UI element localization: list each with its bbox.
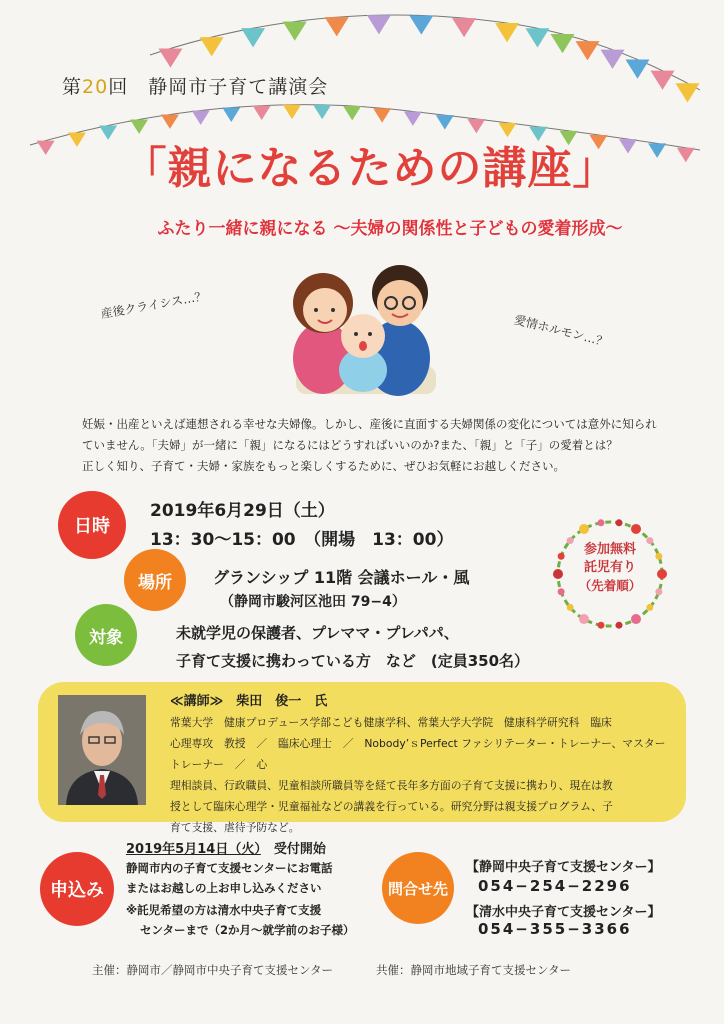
target-audience-line: 子育て支援に携わっている方 など (定員350名）: [176, 652, 530, 670]
family-illustration: [278, 258, 448, 398]
speech-bubble-right: 愛情ホルモン…？: [512, 312, 610, 350]
bunting-flag: [222, 108, 240, 122]
wreath-flower: [631, 614, 641, 624]
speech-bubble-left: 産後クライシス…？: [99, 288, 208, 322]
lecturer-bio: [170, 712, 670, 838]
bunting-flag: [676, 83, 700, 102]
bunting-flag: [253, 106, 271, 120]
page-subtitle: ふたり一緒に親になる ～夫婦の関係性と子どもの愛着形成～: [157, 219, 623, 239]
bunting-flag: [677, 148, 695, 162]
intro-text: [82, 414, 682, 477]
bunting-flag: [495, 23, 519, 42]
intro-line: 妊娠・出産といえば連想される幸せな夫婦像。しかし、産後に直面する夫婦関係の変化については意外に知られ: [82, 417, 657, 431]
event-address: （静岡市駿河区池田 79−4）: [220, 594, 406, 610]
bunting-flag: [367, 15, 391, 34]
badge-childcare: 託児有り: [583, 560, 636, 575]
bunting-flag: [200, 37, 224, 56]
free-badge-text: [548, 541, 672, 595]
contact-center-name: 【静岡中央子育て支援センター】: [466, 860, 661, 875]
bunting-flag: [626, 59, 650, 78]
target-audience-line: 未就学児の保護者、プレママ・プレパパ、: [176, 624, 459, 642]
application-info: 静岡市内の子育て支援センターにお電話: [126, 861, 333, 875]
childcare-note: センターまで（2か月～就学前のお子様）: [140, 923, 355, 937]
contact-phone: 054−355−3366: [478, 920, 632, 938]
bunting-flag: [551, 34, 575, 53]
wreath-flower: [579, 614, 589, 624]
intro-line: ていません。「夫婦」が一緒に「親」になるにはどうすればいいのか?また、「親」と「子」の愛着とは？: [82, 438, 618, 452]
intro-line: 正しく知り、子育て・夫婦・家族をもっと楽しくするために、ぜひお気軽にお越しください。: [82, 459, 565, 473]
application-info: またはお越しの上お申し込みください: [126, 881, 322, 895]
bunting-flag: [343, 106, 361, 120]
application-date: 2019年5月14日（火）: [126, 842, 261, 857]
contact-phone: 054−254−2296: [478, 877, 632, 895]
bunting-flag: [241, 28, 265, 47]
badge-free: 参加無料: [583, 542, 636, 557]
bio-line: 理相談員、行政職員、児童相談所職員等を経て長年多方面の子育て支援に携わり、現在は教: [170, 779, 613, 792]
bunting-flag: [192, 110, 210, 124]
apply-label-circle: 申込み: [40, 852, 114, 926]
series-title: 第20回 静岡市子育て講演会: [62, 76, 329, 98]
bunting-flag: [158, 48, 182, 67]
co-organizer: 共催：静岡市地域子育て支援センター: [376, 963, 572, 977]
childcare-note: ※託児希望の方は清水中央子育て支援: [126, 903, 322, 917]
lecturer-photo: [58, 695, 146, 805]
place-label-circle: 場所: [124, 549, 186, 611]
bunting-flag: [313, 105, 331, 119]
bunting-flag: [161, 114, 179, 128]
bio-line: 常葉大学 健康プロデュース学部こども健康学科、常葉大学大学院 健康科学研究科 臨床: [170, 716, 612, 729]
bio-line: 育て支援、虐待予防など。: [170, 821, 300, 834]
bio-line: 心理専攻 教授 ／ 臨床心理士 ／ Nobody’ｓPerfect ファシリテーター・トレーナー、マスタートレーナー ／ 心: [170, 737, 666, 771]
contact-center-name: 【清水中央子育て支援センター】: [466, 905, 661, 920]
event-time: 13：30～15：00 （開場 13：00）: [150, 530, 454, 550]
application-start: 2019年5月14日（火） 受付開始: [126, 842, 326, 857]
bunting-flag: [601, 50, 625, 69]
bunting-flag: [283, 105, 301, 119]
bunting-flag: [409, 15, 433, 34]
date-label-circle: 日時: [58, 491, 126, 559]
wreath-flower: [567, 604, 574, 611]
wreath-flower: [616, 622, 623, 629]
target-label-circle: 対象: [75, 604, 137, 666]
bunting-flag: [37, 141, 55, 155]
wreath-flower: [579, 524, 589, 534]
page-title: 「親になるための講座」: [122, 143, 618, 194]
badge-first-come: （先着順）: [578, 578, 642, 593]
bunting-flag: [373, 108, 391, 122]
event-date: 2019年6月29日（土）: [150, 501, 335, 521]
bunting-flag: [325, 17, 349, 36]
organizer: 主催：静岡市／静岡市中央子育て支援センター: [92, 963, 334, 977]
bunting-flag: [404, 111, 422, 125]
lecturer-name: ≪講師≫ 柴田 俊一 氏: [170, 694, 328, 709]
bunting-flag: [648, 143, 666, 157]
bunting-flag: [436, 115, 454, 129]
event-venue: グランシップ 11階 会議ホール・風: [213, 568, 470, 587]
wreath-flower: [597, 519, 604, 526]
bunting-flag: [68, 133, 86, 147]
bunting-flag: [526, 28, 550, 47]
bio-line: 授として臨床心理学・児童福祉などの講義を行っている。研究分野は親支援プログラム、子: [170, 800, 613, 813]
wreath-flower: [597, 622, 604, 629]
bunting-flag: [283, 22, 307, 41]
inquiry-label-circle: 問合せ先: [382, 852, 454, 924]
wreath-flower: [616, 519, 623, 526]
bunting-flag: [452, 18, 476, 37]
bunting-flag: [576, 41, 600, 60]
wreath-flower: [631, 524, 641, 534]
wreath-flower: [646, 604, 653, 611]
bunting-flag: [651, 71, 675, 90]
